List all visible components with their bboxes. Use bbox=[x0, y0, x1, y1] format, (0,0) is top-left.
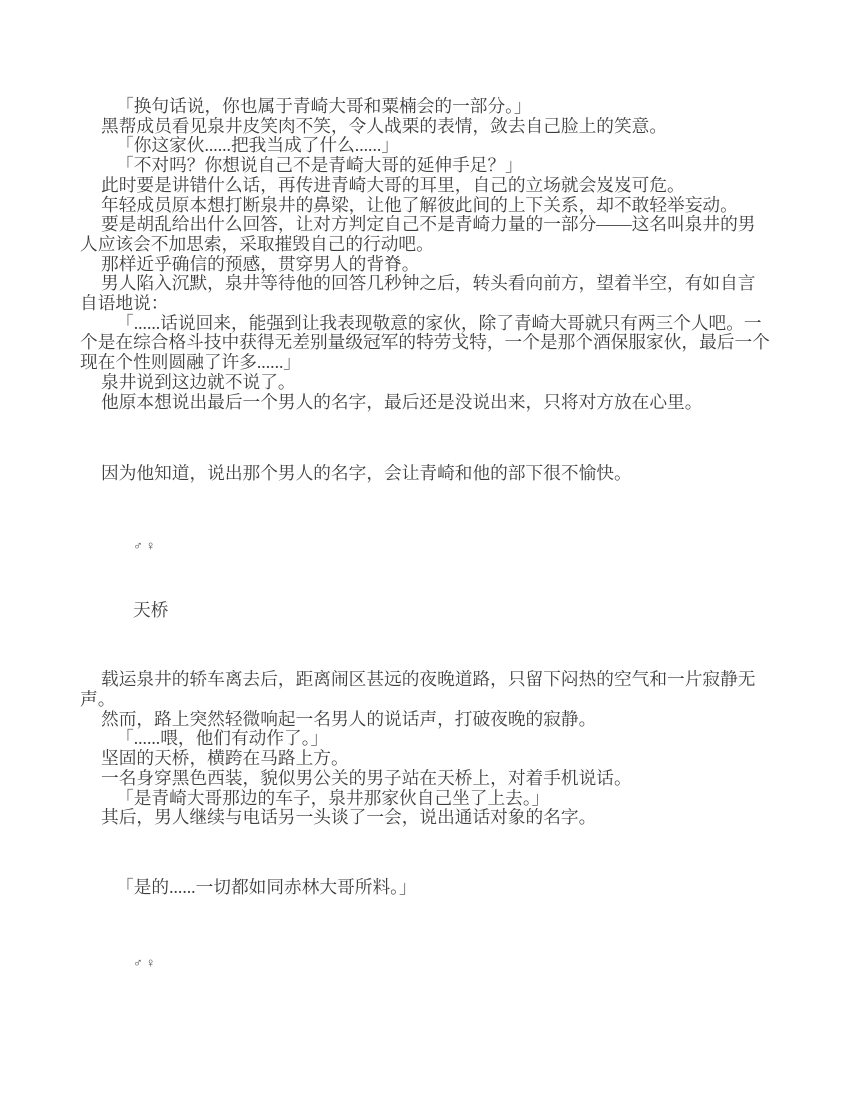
scene-separator: ♂♀ bbox=[133, 537, 159, 553]
scene-heading: 天桥 bbox=[133, 599, 169, 620]
paragraph: 年轻成员原本想打断泉井的鼻梁，让他了解彼此间的上下关系，却不敢轻举妄动。 bbox=[101, 194, 738, 215]
paragraph: 「是青崎大哥那边的车子，泉井那家伙自己坐了上去。」 bbox=[116, 787, 550, 808]
paragraph: 那样近乎确信的预感，贯穿男人的背脊。 bbox=[101, 253, 420, 274]
paragraph: 男人陷入沉默，泉井等待他的回答几秒钟之后，转头看向前方，望着半空，有如自言自语地说： bbox=[80, 273, 756, 314]
paragraph: 「换句话说，你也属于青崎大哥和粟楠会的一部分。」 bbox=[116, 96, 532, 116]
section-scene-2 bbox=[80, 670, 770, 897]
paragraph: 「你这家伙......把我当成了什么......」 bbox=[116, 135, 400, 156]
paragraph: 因为他知道，说出那个男人的名字，会让青崎和他的部下很不愉快。 bbox=[101, 463, 632, 484]
paragraph: 他原本想说出最后一个男人的名字，最后还是没说出来，只将对方放在心里。 bbox=[101, 391, 703, 412]
paragraph: 其后，男人继续与电话另一头谈了一会，说出通话对象的名字。 bbox=[101, 807, 597, 828]
paragraph: 「......喂，他们有动作了。」 bbox=[116, 728, 329, 749]
paragraph: 一名身穿黑色西装，貌似男公关的男子站在天桥上，对着手机说话。 bbox=[101, 767, 632, 788]
paragraph: 要是胡乱给出什么回答，让对方判定自己不是青崎力量的一部分——这名叫泉井的男人应该会不加思索，采取摧毁自己的行动吧。 bbox=[80, 214, 756, 254]
paragraph: 坚固的天桥，横跨在马路上方。 bbox=[101, 748, 349, 769]
section-scene-1 bbox=[80, 97, 770, 484]
paragraph: 黑帮成员看见泉井皮笑肉不笑，令人战栗的表情，敛去自己脸上的笑意。 bbox=[101, 115, 668, 136]
paragraph: 「......话说回来，能强到让我表现敬意的家伙，除了青崎大哥就只有两三个人吧。一个是在综合格斗技中获得无差别量级冠军的特劳戈特，一个是那个酒保服家伙，最后一个现在个性则圆融了许多......」 bbox=[80, 312, 770, 373]
paragraph: 「是的......一切都如同赤林大哥所料。」 bbox=[116, 876, 417, 897]
paragraph: 此时要是讲错什么话，再传进青崎大哥的耳里，自己的立场就会岌岌可危。 bbox=[101, 174, 685, 195]
paragraph: 泉井说到这边就不说了。 bbox=[101, 371, 296, 392]
paragraph: 然而，路上突然轻微响起一名男人的说话声，打破夜晚的寂静。 bbox=[101, 708, 597, 729]
paragraph: 「不对吗？你想说自己不是青崎大哥的延伸手足？」 bbox=[116, 155, 523, 176]
paragraph: 载运泉井的轿车离去后，距离闹区甚远的夜晚道路，只留下闷热的空气和一片寂静无声。 bbox=[80, 669, 756, 710]
scene-separator: ♂♀ bbox=[133, 954, 159, 970]
